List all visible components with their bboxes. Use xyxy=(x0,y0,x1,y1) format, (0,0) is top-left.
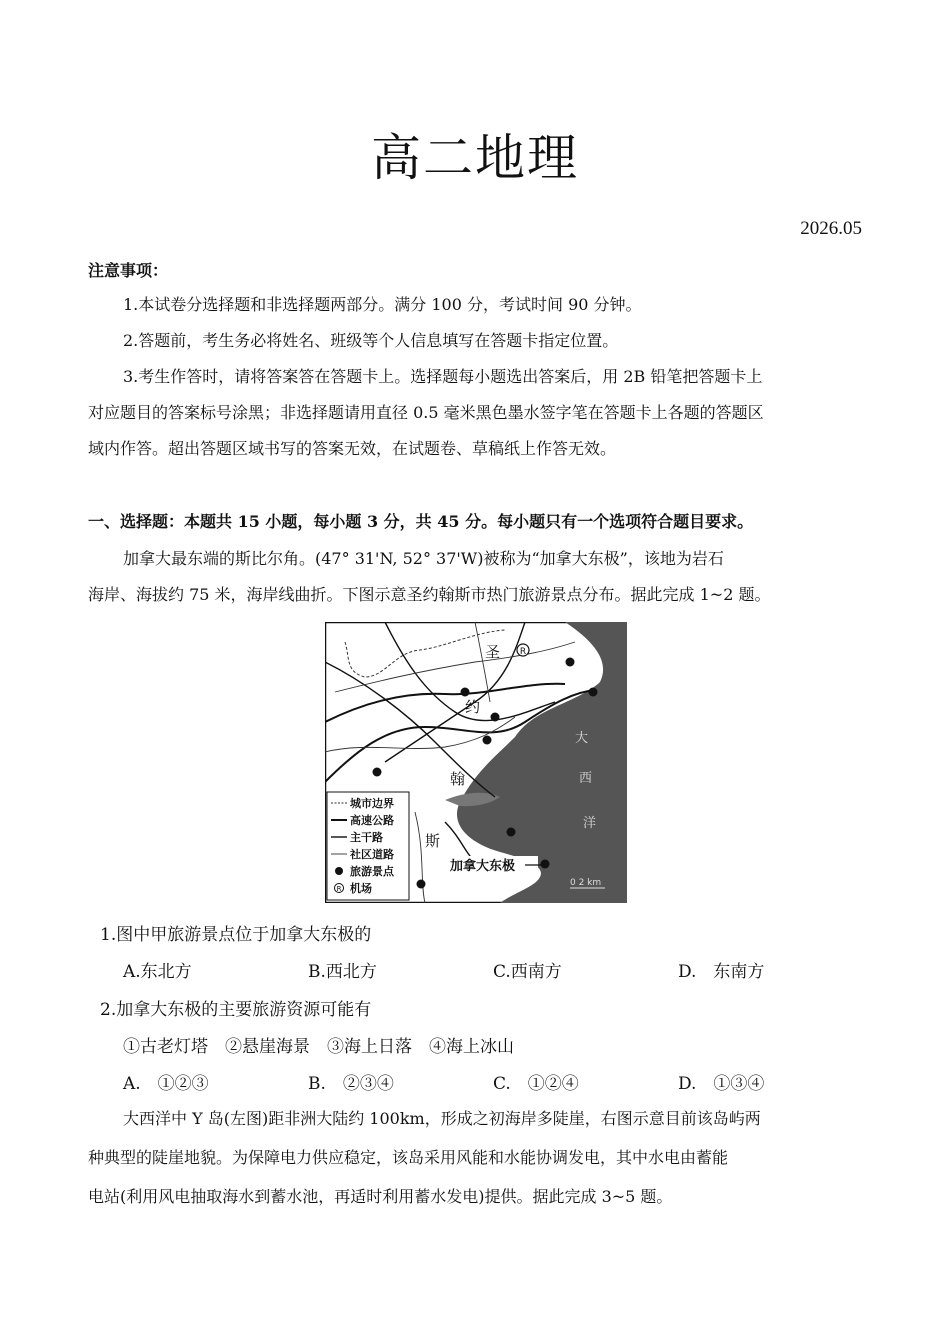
q1-option-a: A.东北方 xyxy=(123,962,192,982)
section-heading: 一、选择题：本题共 15 小题，每小题 3 分，共 45 分。每小题只有一个选项符合题目要求。 xyxy=(88,512,754,531)
legend-city-boundary: 城市边界 xyxy=(350,797,394,810)
cape-label: 加拿大东极 xyxy=(450,859,516,874)
passage-line-1: 大西洋中 Y 岛(左图)距非洲大陆约 100km，形成之初海岸多陡崖，右图示意目前该岛屿两 xyxy=(123,1109,761,1128)
q2-option-d: D. ①③④ xyxy=(678,1074,765,1094)
legend-airport: 机场 xyxy=(350,882,372,895)
attraction-point xyxy=(541,860,550,869)
q2-option-c: C. ①②④ xyxy=(493,1074,579,1094)
notice-heading: 注意事项： xyxy=(88,261,169,280)
q1-option-c: C.西南方 xyxy=(493,962,562,982)
question-1-stem: 1.图中甲旅游景点位于加拿大东极的 xyxy=(100,925,372,945)
legend-community-road: 社区道路 xyxy=(350,848,394,861)
question-2-stem: 2.加拿大东极的主要旅游资源可能有 xyxy=(100,1000,372,1020)
attraction-point xyxy=(483,736,492,745)
svg-text:R: R xyxy=(336,885,342,893)
sea-char: 洋 xyxy=(583,816,597,831)
page-title: 高二地理 xyxy=(371,129,579,187)
attraction-point xyxy=(417,880,426,889)
place-char: 圣 xyxy=(485,643,501,661)
q2-option-a: A. ①②③ xyxy=(123,1074,209,1094)
svg-text:R: R xyxy=(519,647,527,657)
attraction-point xyxy=(491,713,500,722)
intro-line-2: 海岸、海拔约 75 米，海岸线曲折。下图示意圣约翰斯市热门旅游景点分布。据此完成 1~2 题。 xyxy=(88,585,771,604)
intro-line-1: 加拿大最东端的斯比尔角。(47° 31'N, 52° 37'W)被称为“加拿大东极”，该地为岩石 xyxy=(123,549,724,568)
passage-line-2: 种典型的陡崖地貌。为保障电力供应稳定，该岛采用风能和水能协调发电，其中水电由蓄能 xyxy=(88,1148,729,1167)
notice-item-3-cont-1: 对应题目的答案标号涂黑；非选择题请用直径 0.5 毫米黑色墨水签字笔在答题卡上各题的答题区 xyxy=(88,403,764,422)
passage-line-3: 电站(利用风电抽取海水到蓄水池，再适时利用蓄水发电)提供。据此完成 3~5 题。 xyxy=(88,1187,673,1206)
scale-label: 0 2 km xyxy=(570,878,602,888)
q2-choices: ①古老灯塔 ②悬崖海景 ③海上日落 ④海上冰山 xyxy=(123,1037,514,1057)
sea-char: 大 xyxy=(575,731,589,746)
attraction-point xyxy=(589,688,598,697)
attraction-point xyxy=(507,828,516,837)
place-char: 约 xyxy=(465,698,481,716)
notice-item-1: 1.本试卷分选择题和非选择题两部分。满分 100 分，考试时间 90 分钟。 xyxy=(123,295,642,314)
exam-date: 2026.05 xyxy=(800,218,862,239)
notice-item-3-cont-2: 域内作答。超出答题区域书写的答案无效，在试题卷、草稿纸上作答无效。 xyxy=(88,439,617,458)
legend-main-road: 主干路 xyxy=(350,831,383,844)
q1-option-b: B.西北方 xyxy=(308,962,377,982)
sea-char: 西 xyxy=(579,771,593,786)
legend-highway: 高速公路 xyxy=(350,814,394,827)
q1-option-d: D. 东南方 xyxy=(678,962,765,982)
attraction-point xyxy=(461,688,470,697)
place-char: 翰 xyxy=(450,770,466,788)
notice-item-2: 2.答题前，考生务必将姓名、班级等个人信息填写在答题卡指定位置。 xyxy=(123,331,619,350)
legend-attraction: 旅游景点 xyxy=(350,865,394,878)
q2-option-b: B. ②③④ xyxy=(308,1074,394,1094)
attraction-point xyxy=(566,658,575,667)
place-char: 斯 xyxy=(425,832,441,850)
st-johns-map xyxy=(325,622,627,903)
notice-item-3: 3.考生作答时，请将答案答在答题卡上。选择题每小题选出答案后，用 2B 铅笔把答题卡上 xyxy=(123,367,763,386)
attraction-point xyxy=(373,768,382,777)
